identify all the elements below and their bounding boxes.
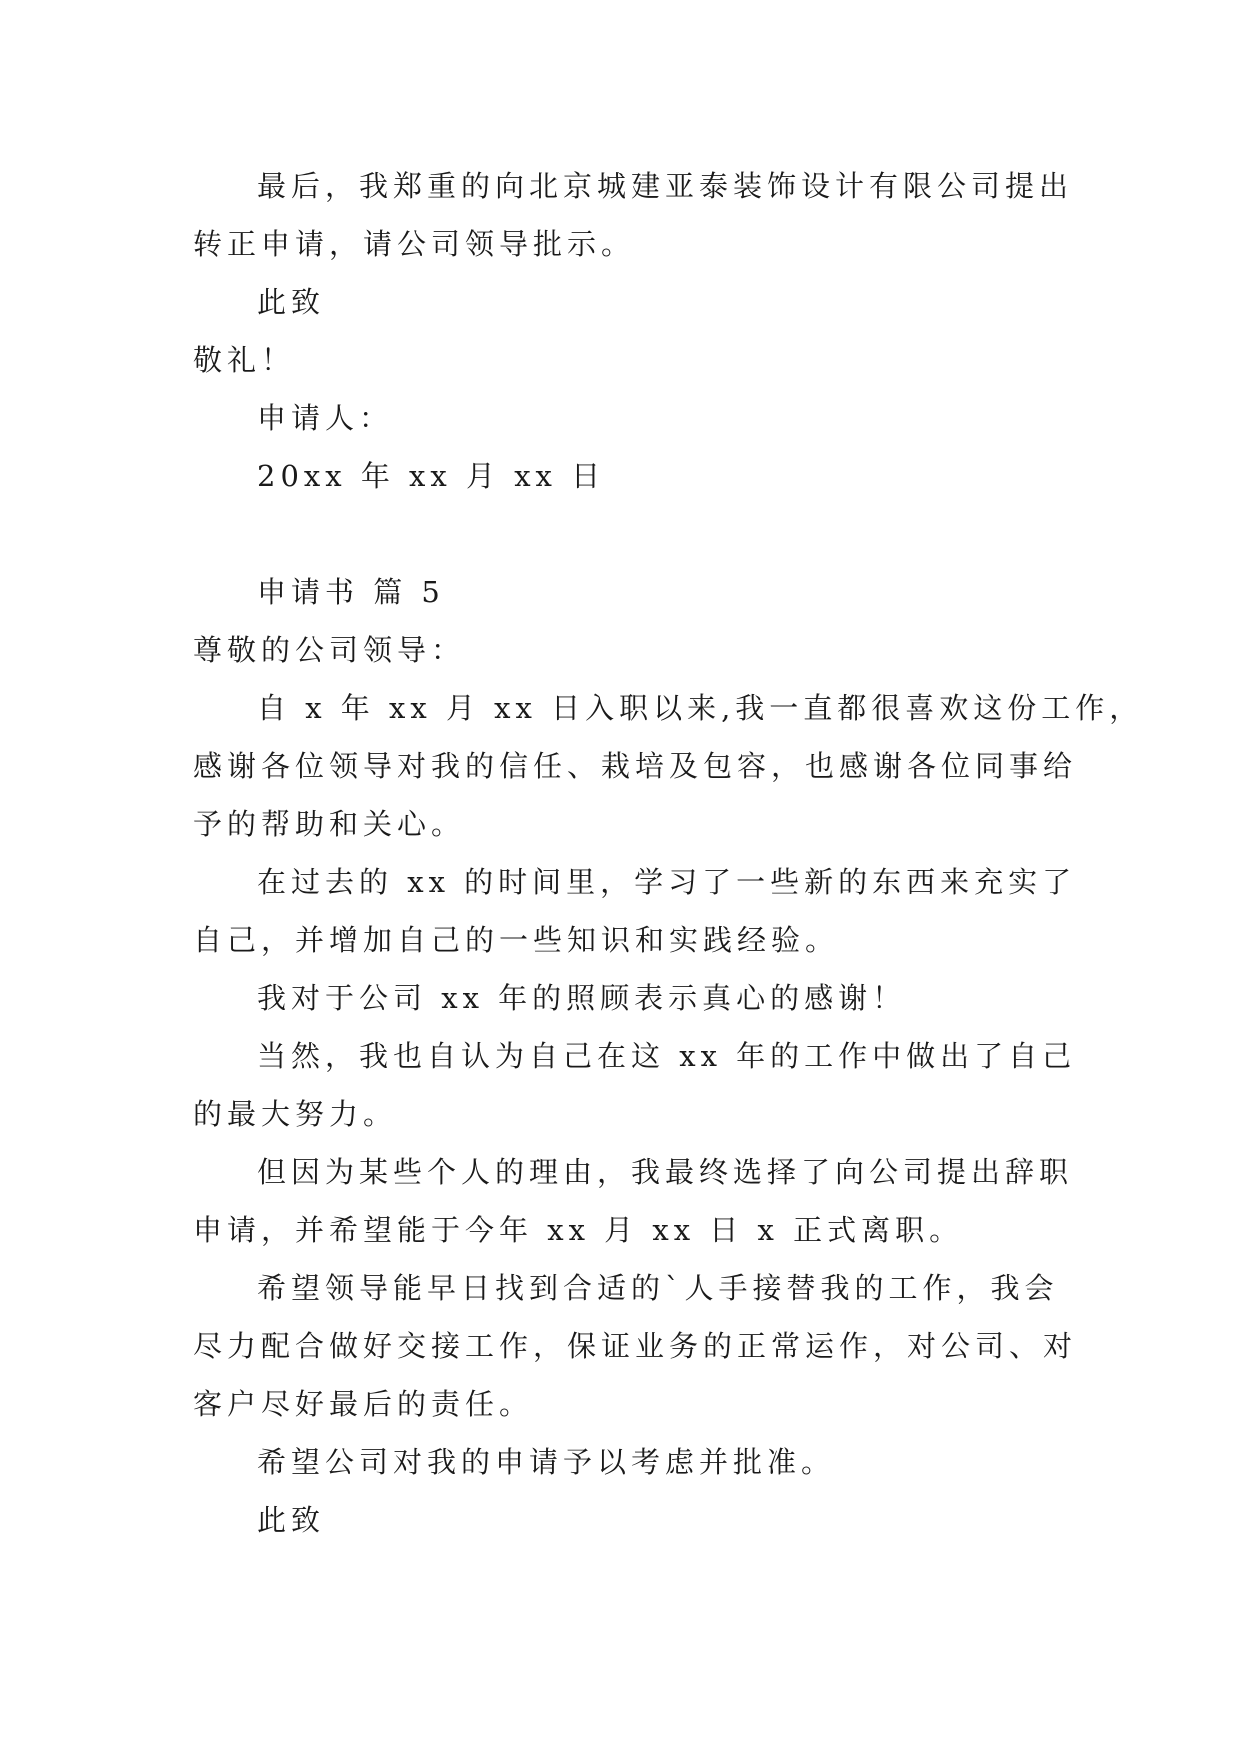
closing-line: 此致 (257, 1503, 326, 1537)
paragraph-line: 但因为某些个人的理由，我最终选择了向公司提出辞职 (257, 1155, 1074, 1189)
paragraph-line: 转正申请，请公司领导批示。 (193, 227, 636, 261)
closing-line: 敬礼！ (193, 343, 296, 377)
paragraph-line: 希望公司对我的申请予以考虑并批准。 (257, 1445, 836, 1479)
paragraph-line: 自 x 年 xx 月 xx 日入职以来,我一直都很喜欢这份工作， (257, 691, 1144, 725)
closing-line: 此致 (257, 285, 326, 319)
paragraph-line: 我对于公司 xx 年的照顾表示真心的感谢！ (257, 981, 907, 1015)
paragraph-line: 希望领导能早日找到合适的`人手接替我的工作，我会 (257, 1271, 1059, 1305)
paragraph-line: 当然，我也自认为自己在这 xx 年的工作中做出了自己 (257, 1039, 1077, 1073)
date-line: 20xx 年 xx 月 xx 日 (257, 459, 606, 493)
paragraph-line: 予的帮助和关心。 (193, 807, 466, 841)
paragraph-line: 感谢各位领导对我的信任、栽培及包容，也感谢各位同事给 (193, 749, 1078, 783)
applicant-line: 申请人： (257, 401, 394, 435)
paragraph-line: 客户尽好最后的责任。 (193, 1387, 534, 1421)
paragraph-line: 自己，并增加自己的一些知识和实践经验。 (193, 923, 840, 957)
paragraph-line: 在过去的 xx 的时间里，学习了一些新的东西来充实了 (257, 865, 1077, 899)
section-heading: 申请书 篇 5 (257, 575, 445, 609)
paragraph-line: 尽力配合做好交接工作，保证业务的正常运作，对公司、对 (193, 1329, 1078, 1363)
paragraph-line: 申请，并希望能于今年 xx 月 xx 日 x 正式离职。 (193, 1213, 964, 1247)
paragraph-line: 最后，我郑重的向北京城建亚泰装饰设计有限公司提出 (257, 169, 1074, 203)
salutation-line: 尊敬的公司领导： (193, 633, 466, 667)
paragraph-line: 的最大努力。 (193, 1097, 398, 1131)
